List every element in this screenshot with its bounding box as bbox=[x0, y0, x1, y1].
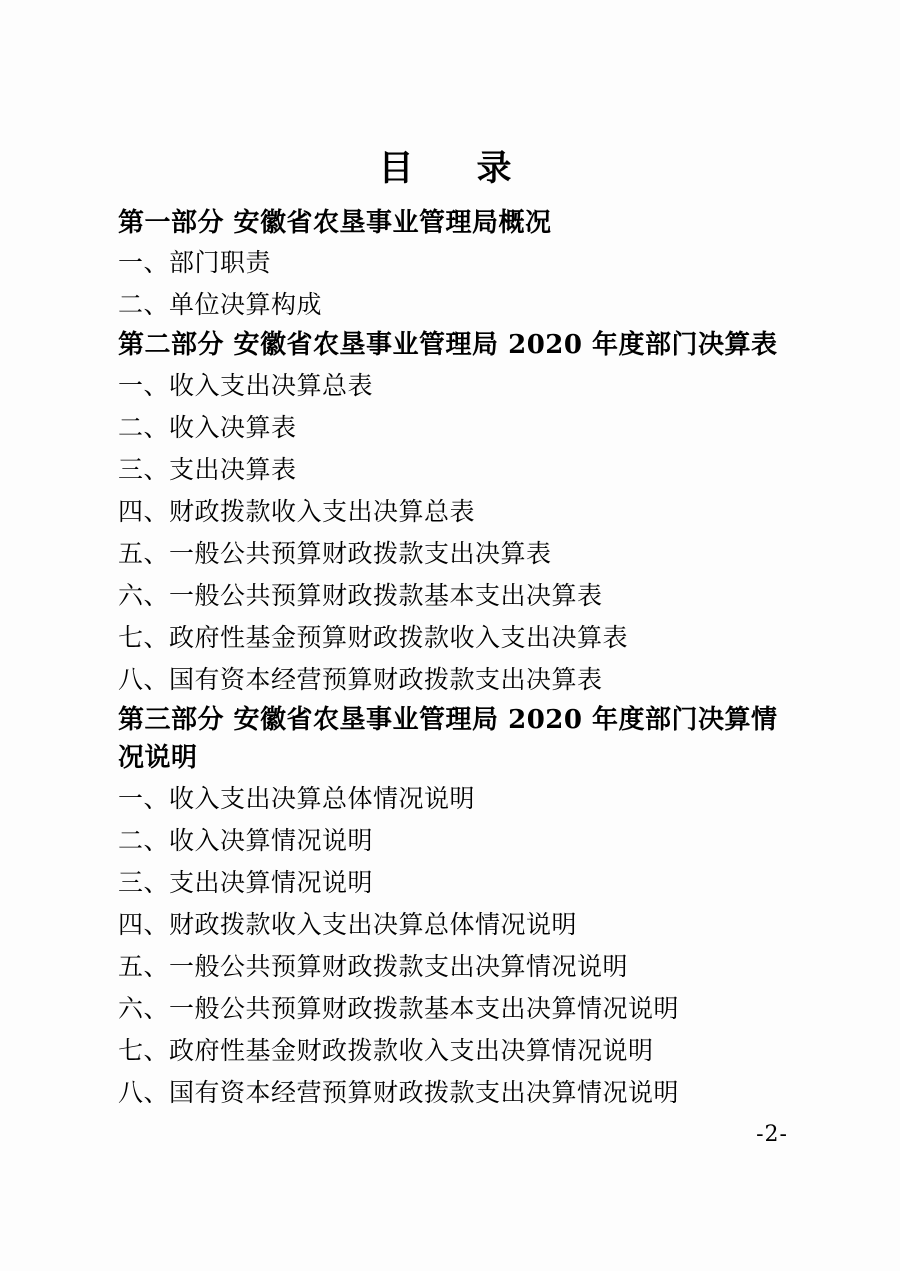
toc-entry: 三、支出决算情况说明 bbox=[118, 867, 374, 897]
toc-entry: 二、收入决算表 bbox=[118, 412, 297, 442]
page-number: -2- bbox=[756, 1122, 788, 1147]
toc-entry: 八、国有资本经营预算财政拨款支出决算表 bbox=[118, 664, 603, 694]
toc-entry: 二、单位决算构成 bbox=[118, 290, 323, 320]
toc-entry: 五、一般公共预算财政拨款支出决算表 bbox=[118, 538, 552, 568]
table-of-contents bbox=[118, 148, 786, 1114]
section-heading-part-3: 第三部分 安徽省农垦事业管理局 2020 年度部门决算情况说明 bbox=[118, 704, 778, 774]
toc-entry: 四、财政拨款收入支出决算总体情况说明 bbox=[118, 909, 578, 939]
toc-entry: 一、收入支出决算总表 bbox=[118, 370, 374, 400]
toc-entry: 一、部门职责 bbox=[118, 248, 272, 278]
section-heading-part-2: 第二部分 安徽省农垦事业管理局 2020 年度部门决算表 bbox=[118, 330, 778, 361]
section-heading-part-1: 第一部分 安徽省农垦事业管理局概况 bbox=[118, 208, 552, 238]
toc-entry: 七、政府性基金预算财政拨款收入支出决算表 bbox=[118, 622, 629, 652]
toc-entry: 六、一般公共预算财政拨款基本支出决算情况说明 bbox=[118, 993, 680, 1023]
toc-entry: 二、收入决算情况说明 bbox=[118, 825, 374, 855]
toc-entry: 一、收入支出决算总体情况说明 bbox=[118, 783, 476, 813]
page-title: 目 录 bbox=[378, 148, 526, 189]
toc-entry: 七、政府性基金财政拨款收入支出决算情况说明 bbox=[118, 1035, 654, 1065]
toc-entry: 八、国有资本经营预算财政拨款支出决算情况说明 bbox=[118, 1077, 680, 1107]
toc-entry: 四、财政拨款收入支出决算总表 bbox=[118, 496, 476, 526]
toc-entry: 六、一般公共预算财政拨款基本支出决算表 bbox=[118, 580, 603, 610]
toc-entry: 五、一般公共预算财政拨款支出决算情况说明 bbox=[118, 951, 629, 981]
toc-entry: 三、支出决算表 bbox=[118, 454, 297, 484]
